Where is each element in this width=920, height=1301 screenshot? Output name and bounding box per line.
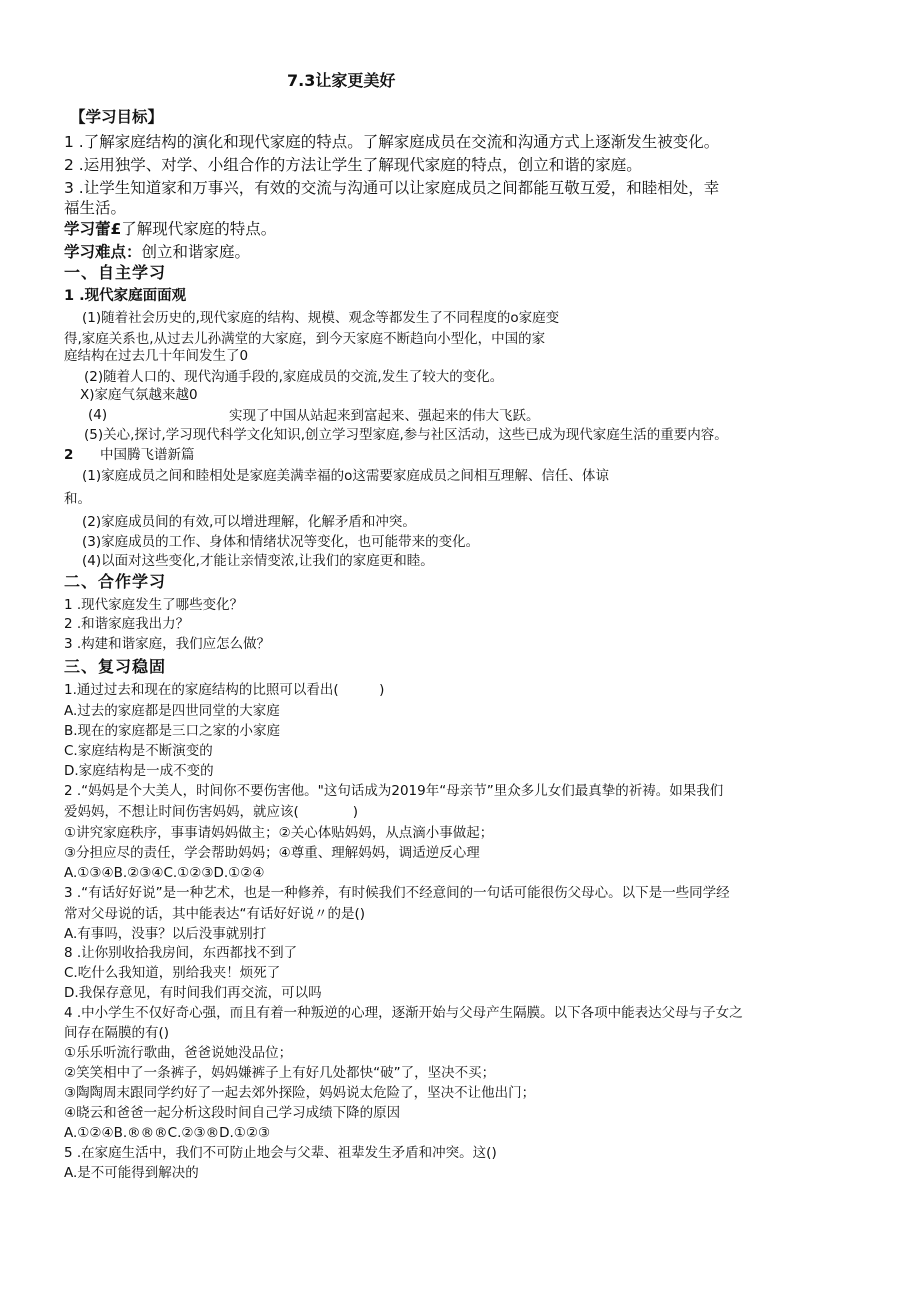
exercise-line: A.是不可能得到解决的: [64, 1165, 199, 1181]
exercise-line: D.家庭结构是一成不变的: [64, 763, 214, 779]
objective-item: 2 .运用独学、对学、小组合作的方法让学生了解现代家庭的特点，创立和谐的家庭。: [64, 156, 642, 174]
exercise-line: C.家庭结构是不断演变的: [64, 743, 213, 759]
exercise-line: ①讲究家庭秩序，事事请妈妈做主；②关心体贴妈妈，从点滴小事做起；: [64, 825, 494, 841]
exercise-line: ③分担应尽的责任，学会帮助妈妈；④尊重、理解妈妈，调适逆反心理: [64, 845, 480, 861]
question-item: 1 .现代家庭发生了哪些变化？: [64, 597, 244, 613]
exercise-line: B.现在的家庭都是三口之家的小家庭: [64, 723, 281, 739]
key-point: [64, 219, 276, 239]
exercise-line: 间存在隔膜的有(): [64, 1025, 170, 1041]
key-point-label: 学习蕾£: [64, 220, 122, 238]
body-line: 中国腾飞谱新篇: [100, 447, 195, 463]
exercise-line: ①乐乐听流行歌曲，爸爸说她没品位；: [64, 1045, 293, 1061]
body-line: 和。: [64, 491, 91, 507]
section-heading-self-study: 一、自主学习: [64, 263, 167, 282]
objective-item: 福生活。: [64, 199, 127, 217]
key-point-text: 了解现代家庭的特点。: [121, 220, 277, 238]
exercise-line: 爱妈妈，不想让时间伤害妈妈，就应该( ): [64, 804, 359, 820]
question-item: 2 .和谐家庭我出力？: [64, 616, 190, 632]
page-title: 7.3让家更美好: [287, 71, 396, 90]
body-line: 2: [64, 447, 74, 463]
exercise-line: 1.通过过去和现在的家庭结构的比照可以看出( ): [64, 682, 385, 698]
body-line: 实现了中国从站起来到富起来、强起来的伟大飞跃。: [229, 408, 540, 424]
exercise-line: A.①③④B.②③④C.①②③D.①②④: [64, 865, 265, 881]
body-line: (4)以面对这些变化,才能让亲情变浓,让我们的家庭更和睦。: [82, 553, 434, 569]
exercise-line: 8 .让你别收拾我房间，东西都找不到了: [64, 945, 298, 961]
body-line: (2)家庭成员间的有效,可以增进理解，化解矛盾和冲突。: [82, 514, 416, 530]
exercise-line: 4 .中小学生不仅好奇心强，而且有着一种叛逆的心理，逐渐开始与父母产生隔膜。以下各项中能表达父母与子女之: [64, 1005, 743, 1021]
body-line: 得,家庭关系也,从过去儿孙满堂的大家庭，到今天家庭不断趋向小型化，中国的家: [64, 331, 546, 347]
exercise-line: 3 .“有话好好说”是一种艺术，也是一种修养，有时候我们不经意间的一句话可能很伤父母心。以下是一些同学经: [64, 885, 730, 901]
section-heading-review: 三、复习稳固: [64, 657, 167, 676]
body-line: (2)随着人口的、现代沟通手段的,家庭成员的交流,发生了较大的变化。: [84, 369, 504, 385]
body-line: (1)随着社会历史的,现代家庭的结构、规模、观念等都发生了不同程度的o家庭变: [82, 310, 560, 326]
body-line: (1)家庭成员之间和睦相处是家庭美满幸福的o这需要家庭成员之间相互理解、信任、体谅: [82, 468, 609, 484]
body-line: (4): [88, 407, 108, 423]
body-line: (5)关心,探讨,学习现代科学文化知识,创立学习型家庭,参与社区活动，这些已成为现代家庭生活的重要内容。: [84, 427, 728, 443]
body-line: (3)家庭成员的工作、身体和情绪状况等变化，也可能带来的变化。: [82, 534, 480, 550]
difficulty-label: 学习难点：: [64, 243, 142, 261]
body-line: X)家庭气氛越来越0: [80, 387, 198, 403]
objective-item: 1 .了解家庭结构的演化和现代家庭的特点。了解家庭成员在交流和沟通方式上逐渐发生被变化。: [64, 133, 720, 151]
exercise-line: A.①②④B.®®®C.②③®D.①②③: [64, 1125, 271, 1141]
exercise-line: 5 .在家庭生活中，我们不可防止地会与父辈、祖辈发生矛盾和冲突。这(): [64, 1145, 497, 1161]
exercise-line: C.吃什么我知道，别给我夹！烦死了: [64, 965, 281, 981]
subsection-heading: 1 .现代家庭面面观: [64, 288, 187, 304]
difficulty-point: [64, 242, 250, 262]
difficulty-text: 创立和谐家庭。: [141, 243, 251, 261]
body-line: 庭结构在过去几十年间发生了0: [64, 348, 249, 364]
exercise-line: D.我保存意见，有时间我们再交流，可以吗: [64, 985, 322, 1001]
exercise-line: ④晓云和爸爸一起分析这段时间自己学习成绩下降的原因: [64, 1105, 401, 1121]
exercise-line: 常对父母说的话，其中能表达“有话好好说〃的是(): [64, 906, 366, 922]
objectives-heading: 【学习目标】: [70, 108, 164, 126]
section-heading-cooperation: 二、合作学习: [64, 572, 167, 591]
question-item: 3 .构建和谐家庭，我们应怎么做？: [64, 636, 271, 652]
exercise-line: ②笑笑相中了一条裤子，妈妈嫌裤子上有好几处都快“破”了，坚决不买；: [64, 1065, 496, 1081]
exercise-line: ③陶陶周末跟同学约好了一起去郊外探险，妈妈说太危险了，坚决不让他出门；: [64, 1085, 536, 1101]
objective-item: 3 .让学生知道家和万事兴，有效的交流与沟通可以让家庭成员之间都能互敬互爱，和睦相处，幸: [64, 179, 720, 197]
exercise-line: 2 .“妈妈是个大美人，时间你不要伤害他。"这句话成为2019年“母亲节”里众多儿女们最真挚的祈祷。如果我们: [64, 783, 724, 799]
exercise-line: A.过去的家庭都是四世同堂的大家庭: [64, 703, 280, 719]
exercise-line: A.有事吗，没事？以后没事就别打: [64, 926, 267, 942]
